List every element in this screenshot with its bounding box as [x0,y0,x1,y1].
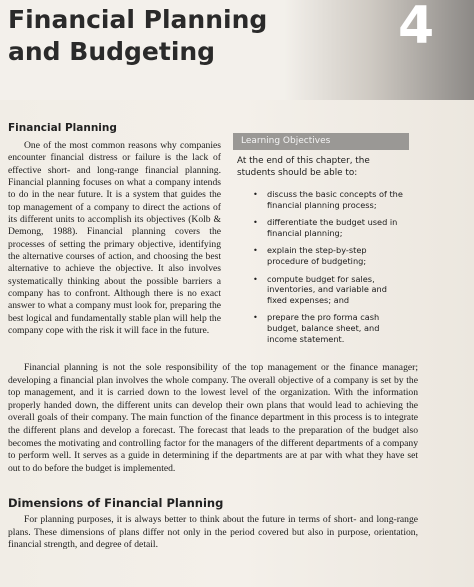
learning-objectives-box [233,133,409,351]
objective-text: discuss the basic concepts of the financial planning process; [267,189,403,210]
objective-text: explain the step-by-step procedure of budgeting; [267,245,367,266]
chapter-banner [0,0,474,100]
objective-text: compute budget for sales, inventories, and variable and fixed expenses; and [267,273,387,305]
objective-item [233,189,409,210]
chapter-number: 4 [398,0,435,56]
section-heading-financial-planning: Financial Planning [8,122,117,134]
bullet-icon: • [253,273,258,284]
section-heading-dimensions: Dimensions of Financial Planning [8,496,224,510]
objective-text: differentiate the budget used in financial planning; [267,217,398,238]
dimensions-paragraph: For planning purposes, it is always better to think about the future in terms of short- and long-range plans. These dimensions of plans differ not only in the period covered but also in purpose, orientation, financial strength, and degree of detail. [8,514,418,551]
objective-item [233,245,409,266]
chapter-title-line-2: and Budgeting [8,37,216,66]
learning-objectives-intro: At the end of this chapter, the students should be able to: [237,156,370,178]
learning-objectives-list [233,189,409,344]
learning-objectives-header: Learning Objectives [233,133,409,150]
chapter-title [8,4,267,68]
bullet-icon: • [253,245,258,256]
objective-item [233,217,409,238]
bullet-icon: • [253,189,258,199]
objective-text: prepare the pro forma cash budget, balance sheet, and income statement. [267,312,380,344]
bullet-icon: • [253,217,258,228]
chapter-title-line-1: Financial Planning [8,5,268,34]
bullet-icon: • [253,312,258,323]
objective-item [233,274,409,306]
financial-planning-responsibility-paragraph: Financial planning is not the sole responsibility of the top management or the finance manager; developing a financial plan involves the whole company. The overall objective of a company is set by the top management, and it is carried down to the lowest level of the organization. With the information properly handed down, the different units can develop their own plans that would lead to achieving the overall goals of their company. The main function of the finance department in this process is to integrate the different plans and develop a forecast. The forecast that leads to the preparation of the budget also becomes the motivating and controlling factor for the managers of the different departments of a company to perform well. It serves as a guide in determining if the departments are at par with what they have set out to do before the budget is implemented. [8,362,418,474]
objective-item [233,312,409,344]
financial-planning-paragraph: One of the most common reasons why companies encounter financial distress or failure is the lack of effective short- and long-range financial planning. Financial planning focuses on what a company intends to do in the near future. It is a system that guides the top management of a company to direct the actions of its different units to accomplish its objectives (Kolb & Demong, 1988). Financial planning covers the processes of setting the primary objective, identifying the alternative courses of action, and choosing the best alternative to achieve the objective. It also involves systematically thinking about the possible barriers a company has to confront. Although there is no exact answer to what a company must look for, preparing the best logical and fundamentally stable plan will help the company cope with the risk it will face in the future. [8,140,221,337]
